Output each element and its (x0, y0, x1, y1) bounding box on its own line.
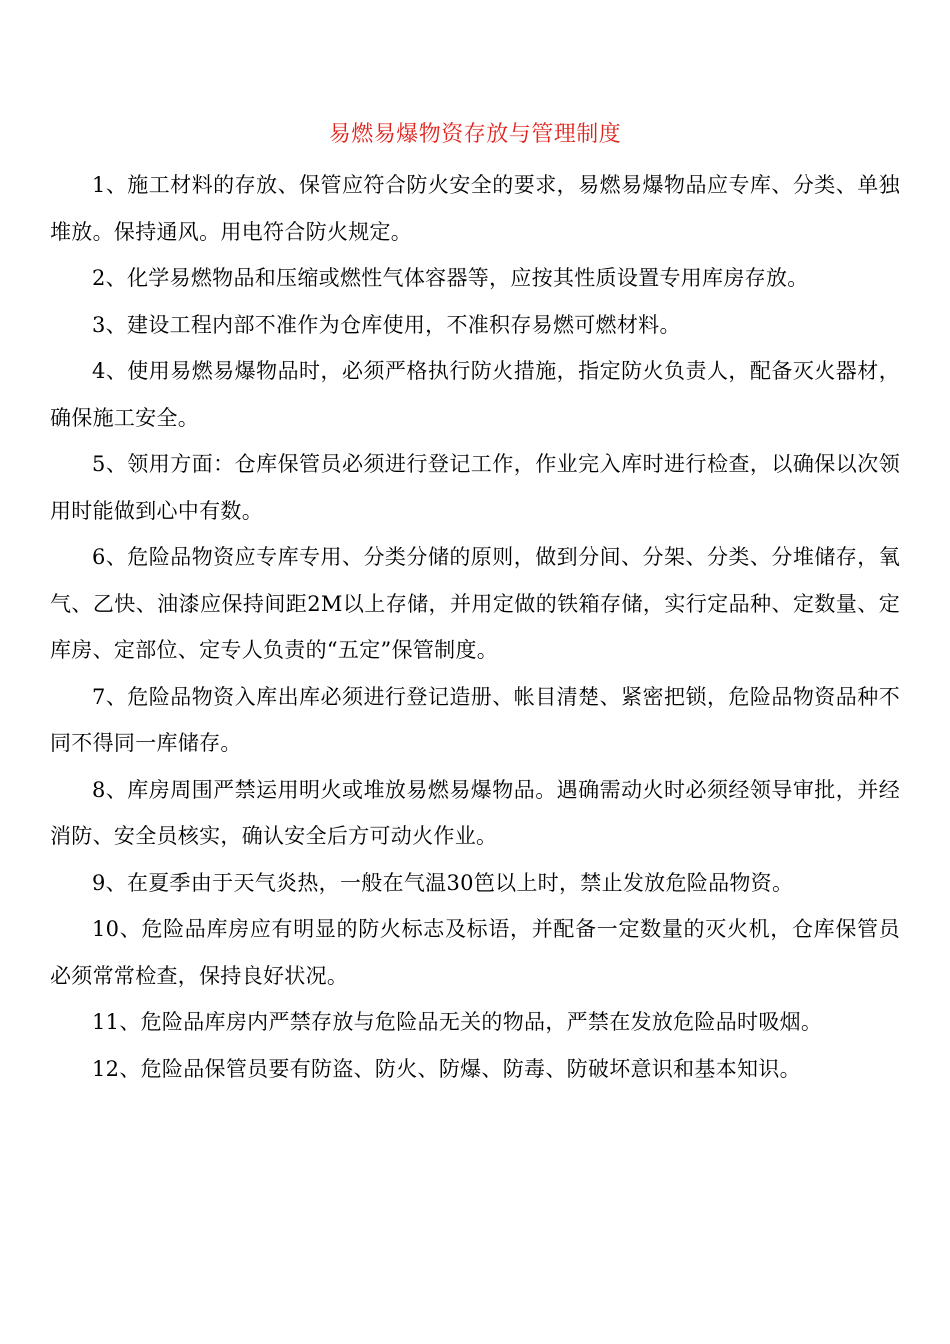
paragraph-6: 6、危险品物资应专库专用、分类分储的原则，做到分间、分架、分类、分堆储存，氧气、乙快、油漆应保持间距2M以上存储，并用定做的铁箱存储，实行定品种、定数量、定库房、定部位、定专人负责的“五定”保管制度。 (50, 545, 900, 662)
paragraph-2: 2、化学易燃物品和压缩或燃性气体容器等，应按其性质设置专用库房存放。 (92, 266, 809, 290)
paragraph-5: 5、领用方面：仓库保管员必须进行登记工作，作业完入库时进行检查，以确保以次领用时能做到心中有数。 (50, 452, 900, 523)
paragraph-7: 7、危险品物资入库出库必须进行登记造册、帐目清楚、紧密把锁，危险品物资品种不同不得同一库储存。 (50, 684, 900, 755)
paragraph-11: 11、危险品库房内严禁存放与危险品无关的物品，严禁在发放危险品时吸烟。 (92, 1010, 823, 1034)
paragraph-8: 8、库房周围严禁运用明火或堆放易燃易爆物品。遇确需动火时必须经领导审批，并经消防、安全员核实，确认安全后方可动火作业。 (50, 777, 900, 848)
paragraph-9: 9、在夏季由于天气炎热，一般在气温30笆以上时，禁止发放危险品物资。 (92, 870, 794, 895)
paragraph-3: 3、建设工程内部不准作为仓库使用，不准积存易燃可燃材料。 (92, 312, 681, 337)
document-title: 易燃易爆物资存放与管理制度 (328, 122, 622, 147)
paragraph-1: 1、施工材料的存放、保管应符合防火安全的要求，易燃易爆物品应专库、分类、单独堆放。保持通风。用电符合防火规定。 (50, 173, 900, 244)
paragraph-12: 12、危险品保管员要有防盗、防火、防爆、防毒、防破坏意识和基本知识。 (92, 1056, 801, 1081)
paragraph-10: 10、危险品库房应有明显的防火标志及标语，并配备一定数量的灭火机，仓库保管员必须常常检查，保持良好状况。 (50, 917, 900, 988)
document-page (50, 110, 900, 1092)
paragraph-4: 4、使用易燃易爆物品时，必须严格执行防火措施，指定防火负责人，配备灭火器材，确保施工安全。 (50, 359, 900, 430)
